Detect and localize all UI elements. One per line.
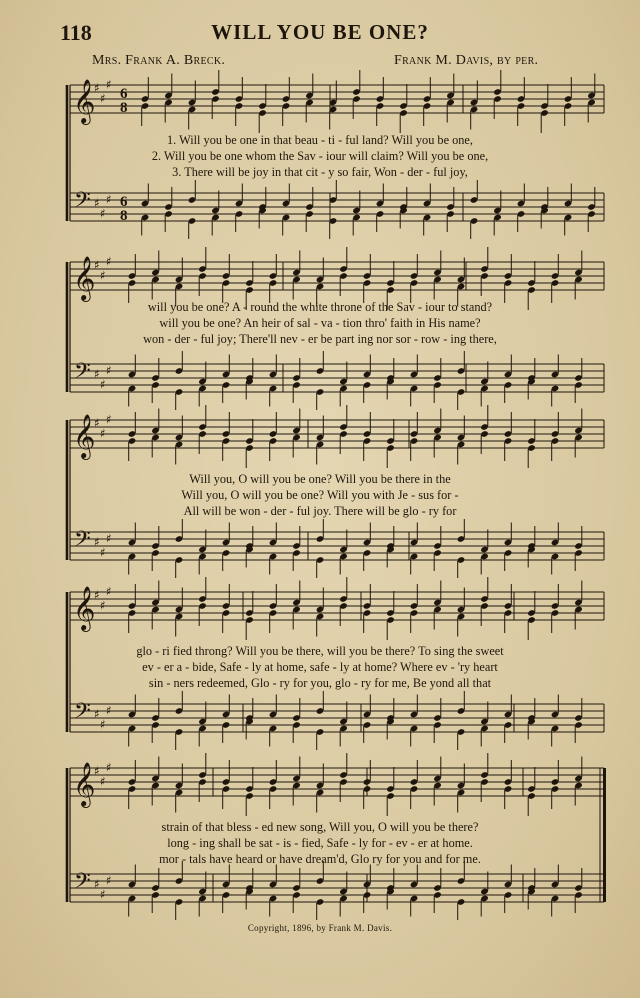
sharp-symbol: ♯ xyxy=(94,535,100,549)
sharp-symbol: ♯ xyxy=(100,598,106,613)
sharp-symbol: ♯ xyxy=(94,258,100,272)
bass-clef: 𝄢 xyxy=(74,699,91,729)
time-signature-bottom: 8 xyxy=(120,100,128,116)
treble-clef: 𝄞 xyxy=(73,762,96,806)
treble-clef: 𝄞 xyxy=(73,256,96,300)
sharp-symbol: ♯ xyxy=(94,367,100,381)
hymn-title: WILL YOU BE ONE? xyxy=(211,20,429,44)
sharp-symbol: ♯ xyxy=(100,91,106,106)
treble-clef: 𝄞 xyxy=(73,79,96,123)
sharp-symbol: ♯ xyxy=(106,703,112,718)
sharp-symbol: ♯ xyxy=(100,268,106,283)
sharp-symbol: ♯ xyxy=(100,377,106,392)
copyright-notice: Copyright, 1896, by Frank M. Davis. xyxy=(247,923,393,933)
lyric-line: long - ing shall be sat - is - fied, Safe - ly for - ev - er at home. xyxy=(167,836,473,850)
sharp-symbol: ♯ xyxy=(106,363,112,378)
page-number: 118 xyxy=(60,20,92,45)
sharp-symbol: ♯ xyxy=(106,77,112,92)
sharp-symbol: ♯ xyxy=(100,206,106,221)
lyric-line: strain of that bless - ed new song, Will you, O will you be there? xyxy=(161,820,479,834)
sharp-symbol: ♯ xyxy=(94,764,100,778)
sharp-symbol: ♯ xyxy=(106,584,112,599)
sharp-symbol: ♯ xyxy=(94,707,100,721)
lyric-line: 1. Will you be one in that beau - ti - ful land? Will you be one, xyxy=(167,133,473,147)
sharp-symbol: ♯ xyxy=(94,588,100,602)
lyric-line: Will you, O will you be one? Will you with Je - sus for - xyxy=(181,488,459,502)
sharp-symbol: ♯ xyxy=(94,416,100,430)
time-signature-top: 6 xyxy=(120,86,128,102)
lyric-line: ev - er a - bide, Safe - ly at home, safe - ly at home? Where ev - 'ry heart xyxy=(142,660,498,674)
composer-credit: Frank M. Davis, by per. xyxy=(394,53,539,68)
time-signature-top: 6 xyxy=(120,194,128,210)
sharp-symbol: ♯ xyxy=(106,531,112,546)
lyric-line: will you be one? An heir of sal - va - tion thro' faith in His name? xyxy=(159,316,481,330)
final-barline-thick xyxy=(603,768,606,902)
bass-clef: 𝄢 xyxy=(74,869,91,899)
lyric-line: won - der - ful joy; There'll nev - er be part ing nor sor - row - ing there, xyxy=(143,332,497,346)
sharp-symbol: ♯ xyxy=(100,887,106,902)
bass-clef: 𝄢 xyxy=(74,188,91,218)
sharp-symbol: ♯ xyxy=(94,81,100,95)
sharp-symbol: ♯ xyxy=(106,254,112,269)
lyric-line: will you be one? A - round the white throne of the Sav - iour to stand? xyxy=(147,300,493,314)
sharp-symbol: ♯ xyxy=(106,192,112,207)
sharp-symbol: ♯ xyxy=(100,545,106,560)
sharp-symbol: ♯ xyxy=(94,877,100,891)
treble-clef: 𝄞 xyxy=(73,414,96,458)
sharp-symbol: ♯ xyxy=(106,873,112,888)
lyric-line: sin - ners redeemed, Glo - ry for you, glo - ry for me, Be yond all that xyxy=(148,676,492,690)
bass-clef: 𝄢 xyxy=(74,359,91,389)
lyric-line: All will be won - der - ful joy. There will be glo - ry for xyxy=(183,504,457,518)
treble-clef: 𝄞 xyxy=(73,586,96,630)
author-credit: Mrs. Frank A. Breck. xyxy=(92,53,226,68)
lyric-line: 3. There will be joy in that cit - y so fair, Won - der - ful joy, xyxy=(172,165,468,179)
sharp-symbol: ♯ xyxy=(100,426,106,441)
sharp-symbol: ♯ xyxy=(100,717,106,732)
sharp-symbol: ♯ xyxy=(106,760,112,775)
lyric-line: 2. Will you be one whom the Sav - iour will claim? Will you be one, xyxy=(151,149,489,163)
lyric-line: glo - ri fied throng? Will you be there, will you be there? To sing the sweet xyxy=(136,644,504,658)
bass-clef: 𝄢 xyxy=(74,527,91,557)
sharp-symbol: ♯ xyxy=(94,196,100,210)
lyric-line: Will you, O will you be one? Will you be there in the xyxy=(189,472,451,486)
sharp-symbol: ♯ xyxy=(106,412,112,427)
sharp-symbol: ♯ xyxy=(100,774,106,789)
lyric-line: mor - tals have heard or have dream'd, Glo ry for you and for me. xyxy=(159,852,481,866)
time-signature-bottom: 8 xyxy=(120,208,128,224)
